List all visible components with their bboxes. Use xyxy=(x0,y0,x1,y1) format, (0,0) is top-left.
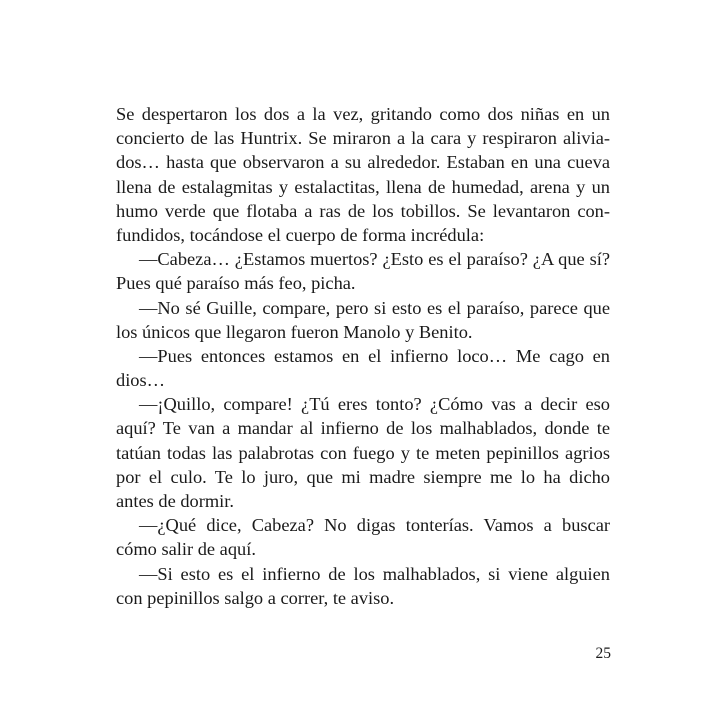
text-line: —Pues entonces estamos en el infierno loco… Me cago en xyxy=(139,345,610,366)
text-line: —No sé Guille, compare, pero si esto es el paraíso, parece que xyxy=(139,297,610,318)
text-line: los únicos que llegaron fueron Manolo y Benito. xyxy=(116,321,473,342)
text-line: Pues qué paraíso más feo, picha. xyxy=(116,273,356,294)
text-line: concierto de las Huntrix. Se miraron a la cara y respiraron alivia- xyxy=(116,128,610,149)
text-line: tatúan todas las palabrotas con fuego y te meten pepinillos agrios xyxy=(116,442,610,463)
text-line: Se despertaron los dos a la vez, gritando como dos niñas en un xyxy=(116,104,610,124)
text-line: fundidos, tocándose el cuerpo de forma incrédula: xyxy=(116,224,485,245)
page-number: 25 xyxy=(595,645,611,662)
text-line: humo verde que flotaba a ras de los tobillos. Se levantaron con- xyxy=(116,200,610,221)
text-line: —Si esto es el infierno de los malhablados, si viene alguien xyxy=(139,563,610,584)
text-line: —¡Quillo, compare! ¿Tú eres tonto? ¿Cómo vas a decir eso xyxy=(139,394,610,415)
text-line: —Cabeza… ¿Estamos muertos? ¿Esto es el paraíso? ¿A que sí? xyxy=(139,249,610,270)
text-line: por el culo. Te lo juro, que mi madre siempre me lo ha dicho xyxy=(116,466,610,487)
text-line: —¿Qué dice, Cabeza? No digas tonterías. Vamos a buscar xyxy=(139,515,610,536)
text-line: antes de dormir. xyxy=(116,491,234,511)
text-line: dos… hasta que observaron a su alrededor. Estaban en una cueva xyxy=(116,152,610,173)
text-line: llena de estalagmitas y estalactitas, llena de humedad, arena y un xyxy=(116,176,610,197)
text-line: con pepinillos salgo a correr, te aviso. xyxy=(116,587,395,608)
text-line: dios… xyxy=(116,370,166,391)
text-line: aquí? Te van a mandar al infierno de los malhablados, donde te xyxy=(116,418,610,439)
body-text xyxy=(116,102,610,610)
text-line: cómo salir de aquí. xyxy=(116,539,256,560)
